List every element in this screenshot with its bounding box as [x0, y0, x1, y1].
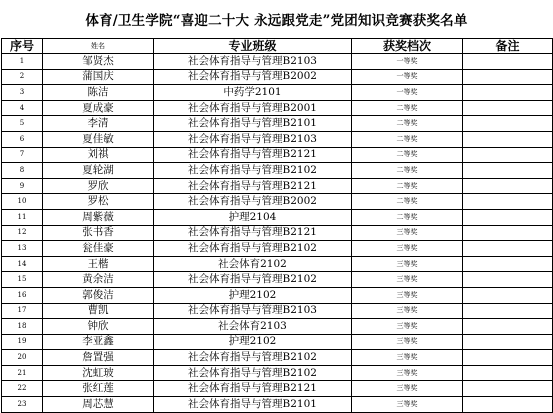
table-row	[2, 54, 553, 70]
table-row	[2, 100, 553, 116]
cell-level: 二等奖	[352, 194, 463, 210]
cell-major: 社会体育指导与管理B2121	[154, 178, 352, 194]
cell-level: 二等奖	[352, 209, 463, 225]
header-name: 姓名	[43, 39, 154, 54]
cell-major: 社会体育指导与管理B2002	[154, 194, 352, 210]
cell-level: 二等奖	[352, 178, 463, 194]
cell-level: 二等奖	[352, 147, 463, 163]
table-row	[2, 334, 553, 350]
cell-name: 张书香	[43, 225, 154, 241]
cell-remark	[463, 209, 553, 225]
cell-remark	[463, 178, 553, 194]
cell-name: 周紫薇	[43, 209, 154, 225]
cell-major: 社会体育指导与管理B2001	[154, 100, 352, 116]
cell-no: 2	[2, 69, 43, 85]
cell-level: 三等奖	[352, 397, 463, 413]
cell-remark	[463, 131, 553, 147]
table-row	[2, 85, 553, 101]
cell-major: 社会体育指导与管理B2102	[154, 163, 352, 179]
cell-major: 社会体育指导与管理B2102	[154, 350, 352, 366]
cell-remark	[463, 365, 553, 381]
cell-level: 一等奖	[352, 85, 463, 101]
cell-name: 钟欣	[43, 319, 154, 335]
cell-remark	[463, 194, 553, 210]
cell-level: 三等奖	[352, 350, 463, 366]
cell-level: 三等奖	[352, 225, 463, 241]
table-row	[2, 256, 553, 272]
cell-no: 14	[2, 256, 43, 272]
cell-level: 三等奖	[352, 334, 463, 350]
cell-remark	[463, 100, 553, 116]
cell-no: 9	[2, 178, 43, 194]
cell-no: 10	[2, 194, 43, 210]
cell-name: 周芯慧	[43, 397, 154, 413]
cell-major: 社会体育指导与管理B2101	[154, 397, 352, 413]
award-table	[1, 38, 553, 413]
cell-major: 社会体育指导与管理B2103	[154, 54, 352, 70]
header-remark: 备注	[463, 39, 553, 54]
cell-level: 二等奖	[352, 131, 463, 147]
cell-name: 李清	[43, 116, 154, 132]
cell-major: 社会体育指导与管理B2002	[154, 69, 352, 85]
cell-no: 5	[2, 116, 43, 132]
header-level: 获奖档次	[352, 39, 463, 54]
cell-remark	[463, 85, 553, 101]
cell-remark	[463, 69, 553, 85]
cell-name: 刘祺	[43, 147, 154, 163]
cell-no: 3	[2, 85, 43, 101]
cell-name: 蒲国庆	[43, 69, 154, 85]
cell-major: 护理2104	[154, 209, 352, 225]
cell-major: 社会体育指导与管理B2102	[154, 365, 352, 381]
cell-name: 李亚鑫	[43, 334, 154, 350]
table-row	[2, 225, 553, 241]
cell-remark	[463, 147, 553, 163]
table-header	[2, 39, 553, 54]
cell-no: 22	[2, 381, 43, 397]
cell-remark	[463, 350, 553, 366]
table-row	[2, 365, 553, 381]
cell-remark	[463, 272, 553, 288]
cell-name: 邹贤杰	[43, 54, 154, 70]
cell-remark	[463, 241, 553, 257]
table-row	[2, 241, 553, 257]
cell-remark	[463, 334, 553, 350]
cell-no: 21	[2, 365, 43, 381]
cell-remark	[463, 256, 553, 272]
cell-major: 中药学2101	[154, 85, 352, 101]
table-body	[2, 54, 553, 413]
cell-major: 社会体育指导与管理B2103	[154, 131, 352, 147]
cell-major: 社会体育2102	[154, 256, 352, 272]
cell-major: 社会体育指导与管理B2101	[154, 116, 352, 132]
cell-remark	[463, 381, 553, 397]
cell-level: 三等奖	[352, 241, 463, 257]
header-no: 序号	[2, 39, 43, 54]
cell-level: 三等奖	[352, 365, 463, 381]
table-row	[2, 350, 553, 366]
cell-level: 二等奖	[352, 100, 463, 116]
cell-no: 6	[2, 131, 43, 147]
cell-name: 罗松	[43, 194, 154, 210]
table-row	[2, 147, 553, 163]
cell-name: 罗欣	[43, 178, 154, 194]
cell-no: 15	[2, 272, 43, 288]
header-row	[2, 39, 553, 54]
cell-name: 沈虹玻	[43, 365, 154, 381]
cell-major: 社会体育指导与管理B2103	[154, 303, 352, 319]
table-row	[2, 178, 553, 194]
cell-level: 二等奖	[352, 163, 463, 179]
cell-major: 护理2102	[154, 287, 352, 303]
cell-level: 三等奖	[352, 272, 463, 288]
table-row	[2, 303, 553, 319]
cell-name: 夏佳敏	[43, 131, 154, 147]
cell-major: 社会体育2103	[154, 319, 352, 335]
cell-name: 郭俊洁	[43, 287, 154, 303]
cell-name: 张红莲	[43, 381, 154, 397]
cell-remark	[463, 287, 553, 303]
cell-no: 20	[2, 350, 43, 366]
cell-no: 12	[2, 225, 43, 241]
table-row	[2, 272, 553, 288]
cell-no: 19	[2, 334, 43, 350]
cell-no: 11	[2, 209, 43, 225]
cell-no: 4	[2, 100, 43, 116]
cell-no: 7	[2, 147, 43, 163]
cell-level: 三等奖	[352, 287, 463, 303]
cell-level: 一等奖	[352, 69, 463, 85]
cell-remark	[463, 225, 553, 241]
cell-level: 三等奖	[352, 319, 463, 335]
table-row	[2, 397, 553, 413]
cell-major: 社会体育指导与管理B2121	[154, 225, 352, 241]
cell-level: 三等奖	[352, 256, 463, 272]
cell-name: 瓮佳豪	[43, 241, 154, 257]
table-row	[2, 69, 553, 85]
cell-name: 曹凯	[43, 303, 154, 319]
table-row	[2, 194, 553, 210]
cell-remark	[463, 163, 553, 179]
cell-level: 一等奖	[352, 54, 463, 70]
cell-name: 陈洁	[43, 85, 154, 101]
cell-no: 8	[2, 163, 43, 179]
cell-no: 1	[2, 54, 43, 70]
cell-major: 社会体育指导与管理B2102	[154, 272, 352, 288]
cell-no: 18	[2, 319, 43, 335]
cell-major: 护理2102	[154, 334, 352, 350]
cell-name: 詹置强	[43, 350, 154, 366]
cell-level: 三等奖	[352, 381, 463, 397]
cell-remark	[463, 397, 553, 413]
table-row	[2, 287, 553, 303]
cell-name: 夏成豪	[43, 100, 154, 116]
cell-no: 17	[2, 303, 43, 319]
cell-remark	[463, 319, 553, 335]
cell-no: 16	[2, 287, 43, 303]
cell-major: 社会体育指导与管理B2102	[154, 241, 352, 257]
table-row	[2, 381, 553, 397]
cell-name: 黄余洁	[43, 272, 154, 288]
cell-name: 王楷	[43, 256, 154, 272]
table-row	[2, 319, 553, 335]
header-major: 专业班级	[154, 39, 352, 54]
cell-name: 夏轮湖	[43, 163, 154, 179]
cell-major: 社会体育指导与管理B2121	[154, 381, 352, 397]
cell-no: 23	[2, 397, 43, 413]
cell-major: 社会体育指导与管理B2121	[154, 147, 352, 163]
cell-remark	[463, 54, 553, 70]
document-title: 体育/卫生学院“喜迎二十大 永远跟党走”党团知识竞赛获奖名单	[85, 13, 468, 29]
cell-remark	[463, 116, 553, 132]
table-row	[2, 209, 553, 225]
table-row	[2, 116, 553, 132]
cell-remark	[463, 303, 553, 319]
table-row	[2, 163, 553, 179]
cell-level: 二等奖	[352, 116, 463, 132]
table-row	[2, 131, 553, 147]
cell-level: 三等奖	[352, 303, 463, 319]
cell-no: 13	[2, 241, 43, 257]
